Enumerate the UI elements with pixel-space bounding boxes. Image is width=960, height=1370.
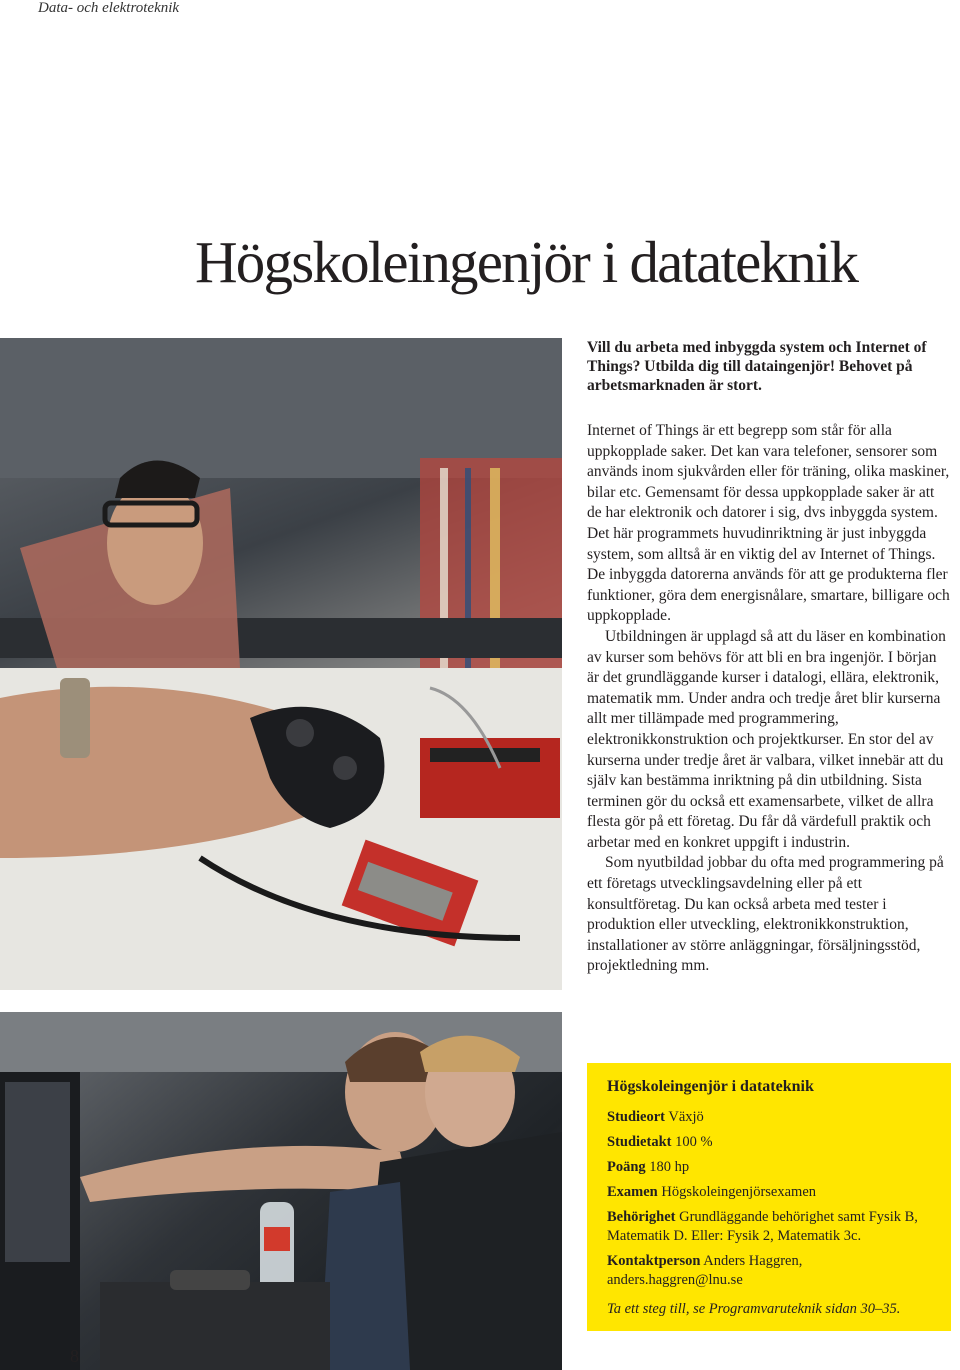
- fact-row-behorighet: [607, 1208, 933, 1246]
- section-header: Data- och elektroteknik: [38, 0, 180, 16]
- fact-label: Studietakt: [607, 1134, 672, 1150]
- fact-value: Högskoleingenjörsexamen: [661, 1184, 817, 1200]
- fact-label: Kontaktperson: [607, 1253, 701, 1269]
- fact-row-poang: [607, 1158, 933, 1177]
- page-number: 8: [70, 1346, 79, 1366]
- fact-box-note: Ta ett steg till, se Programvaruteknik sidan 30–35.: [607, 1301, 901, 1317]
- fact-row-studieort: [607, 1108, 933, 1127]
- body-text: [587, 421, 951, 977]
- body-paragraph: Utbildningen är upplagd så att du läser en kombination av kurser som behövs för att bli en bra ingenjör. I början är det grundläggande kurser i datalogi, ellära, elektronik, matematik mm. Under andra och tredje året blir kurserna allt mer tillämpade med programmering, elektronikkonstruktion och projektkurser. En stor del av kurserna under tredje året är valbara, vilket innebär att du själv kan bestämma inriktning på din utbildning. Sista terminen gör du också ett examensarbete, vilket de allra flesta gör på ett företag. Du får då värdefull praktik och arbetar med en konkret uppgift i industrin.: [587, 627, 946, 851]
- body-paragraph: Som nyutbildad jobbar du ofta med programmering på ett företags utvecklingsavdelning eller på ett konsultföretag. Du kan också arbeta med tester i produktion eller utveckling, elektronikkonstruktion, installationer av större anläggningar, försäljningsstöd, projektledning mm.: [587, 854, 944, 975]
- photo-students-at-computer: [0, 1012, 562, 1370]
- fact-value: Anders Haggren, anders.haggren@lnu.se: [607, 1253, 803, 1288]
- fact-box-title: Högskoleingenjör i datateknik: [607, 1078, 814, 1095]
- program-fact-box: [587, 1063, 951, 1331]
- fact-value: Grundläggande behörighet samt Fysik B, Matematik D. Eller: Fysik 2, Matematik 3c.: [607, 1209, 918, 1244]
- page-title: Högskoleingenjör i datateknik: [195, 229, 858, 295]
- fact-label: Poäng: [607, 1159, 646, 1175]
- photo-illustration: [0, 1012, 562, 1370]
- fact-row-examen: [607, 1183, 933, 1202]
- fact-value: 180 hp: [649, 1159, 690, 1175]
- photo-illustration: [0, 338, 562, 990]
- fact-value: 100 %: [675, 1134, 713, 1150]
- fact-value: Växjö: [668, 1109, 704, 1125]
- fact-label: Behörighet: [607, 1209, 676, 1225]
- fact-label: Examen: [607, 1184, 658, 1200]
- photo-student-with-controller: [0, 338, 562, 990]
- fact-row-studietakt: [607, 1133, 933, 1152]
- body-paragraph: Internet of Things är ett begrepp som står för alla uppkopplade saker. Det kan vara telefoner, sensorer som används inom sjukvården eller för träning, olika maskiner, bilar etc. Gemensamt för dessa uppkopplade saker är att de har elektronik och datorer i sig, dvs inbyggda system. Det här programmets huvudinriktning är just inbyggda system, som alltså är en viktig del av Internet of Things. De inbyggda datorerna används för att ge produkterna fler funktioner, göra dem energisnålare, smartare, billigare och uppkopplade.: [587, 422, 950, 625]
- fact-label: Studieort: [607, 1109, 665, 1125]
- lead-paragraph: Vill du arbeta med inbyggda system och Internet of Things? Utbilda dig till dataingenjör! Behovet på arbetsmarknaden är stort.: [587, 339, 927, 394]
- fact-row-kontaktperson: [607, 1252, 933, 1290]
